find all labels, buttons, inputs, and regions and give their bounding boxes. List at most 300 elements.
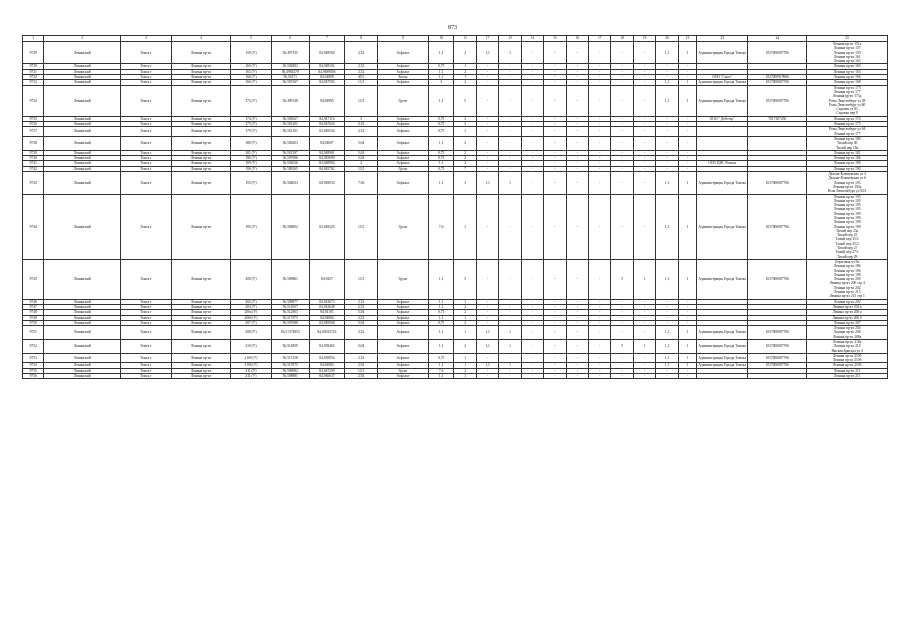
table-cell-n20: - <box>633 299 655 304</box>
address-line: Ленина пр-кт 180 <box>833 136 861 141</box>
table-cell-n17b: - <box>566 299 588 304</box>
table-cell-area: 13,5 <box>345 85 378 116</box>
table-cell-d: Ленинский <box>44 374 121 379</box>
table-cell-n17: 2 <box>454 320 476 325</box>
table-row <box>23 340 888 354</box>
table-cell-lat: 56,508165 <box>271 166 309 171</box>
table-cell-n11: 7,6 <box>428 368 454 373</box>
table-cell-n18: - <box>589 315 611 320</box>
table-cell-n22: 1 <box>678 326 696 340</box>
table-cell-c: Томск г <box>120 320 171 325</box>
table-cell-n19: - <box>611 320 633 325</box>
table-cell-c: Томск г <box>120 69 171 74</box>
table-cell-area: 2,52 <box>345 42 378 64</box>
table-cell-id: 9735 <box>23 116 44 121</box>
table-cell-lon: 84,949033 <box>309 172 345 194</box>
table-cell-cov: Асфальт <box>377 315 428 320</box>
table-cell-ogrn: 1037000087706 <box>748 194 807 259</box>
table-cell-area: 5,04 <box>345 136 378 150</box>
table-cell-n16: - <box>544 75 566 80</box>
table-cell-n22: - <box>678 166 696 171</box>
address-line: Садовая ул 81 <box>836 107 858 112</box>
table-cell-id: 9736 <box>23 122 44 127</box>
table-cell-n14: - <box>499 310 521 315</box>
table-cell-n22: 1 <box>678 172 696 194</box>
table-cell-org <box>697 127 748 137</box>
address-line: Ленина пр-кт 189 <box>833 161 861 166</box>
table-cell-area: 2,52 <box>345 326 378 340</box>
table-cell-s: Ленина пр-кт <box>171 64 230 69</box>
address-line: Ленина пр-кт 175 <box>833 122 861 127</box>
table-cell-n21: - <box>656 374 678 379</box>
table-cell-n21: 1,1 <box>656 85 678 116</box>
table-cell-n17: 1 <box>454 299 476 304</box>
table-cell-area: 13,5 <box>345 368 378 373</box>
table-cell-n18: - <box>589 363 611 368</box>
table-cell-n21: 1,1 <box>656 194 678 259</box>
table-row <box>23 85 888 116</box>
table-cell-n20: - <box>633 69 655 74</box>
table-cell-h: 211 (У) <box>231 374 272 379</box>
table-cell-n14: - <box>499 368 521 373</box>
table-cell-n20: - <box>633 320 655 325</box>
table-cell-s: Ленина пр-кт <box>171 127 230 137</box>
table-cell-n19: - <box>611 353 633 363</box>
table-cell-n19: - <box>611 172 633 194</box>
table-cell-n13: - <box>476 150 498 155</box>
table-cell-n17: 2 <box>454 116 476 121</box>
column-header: 24 <box>748 36 807 42</box>
table-cell-n11: 0,75 <box>428 64 454 69</box>
column-header: 17 <box>589 36 611 42</box>
table-cell-ogrn: 1037000087706 <box>748 172 807 194</box>
table-cell-lat: 56,50171 <box>271 75 309 80</box>
table-cell-id: 9734 <box>23 85 44 116</box>
table-cell-s: Ленина пр-кт <box>171 353 230 363</box>
table-cell-n16: - <box>544 161 566 166</box>
table-cell-h: 193 (У) <box>231 172 272 194</box>
table-cell-d: Ленинский <box>44 368 121 373</box>
table-cell-org: Администрация Города Томска <box>697 326 748 340</box>
table-cell-n18: - <box>589 69 611 74</box>
table-cell-n20: - <box>633 85 655 116</box>
table-cell-n20: - <box>633 315 655 320</box>
table-cell-cov: Асфальт <box>377 127 428 137</box>
column-header: 9 <box>377 36 428 42</box>
address-line: Ленина пр-кт 215 <box>833 290 861 295</box>
table-cell-n22: 1 <box>678 363 696 368</box>
table-cell-h: 163 (У) <box>231 69 272 74</box>
column-header: 25 <box>807 36 888 42</box>
table-cell-org: Администрация Города Томска <box>697 172 748 194</box>
table-cell-n18: - <box>589 320 611 325</box>
table-cell-n19: - <box>611 150 633 155</box>
table-cell-n13: - <box>476 194 498 259</box>
table-cell-area: 2 <box>345 161 378 166</box>
table-cell-h: 189 (У) <box>231 161 272 166</box>
table-cell-n17b: - <box>566 259 588 299</box>
table-cell-lat: 56,507006 <box>271 156 309 161</box>
address-line: Розы Люксембург ул 64 <box>829 127 866 132</box>
address-line: Дальне-Ключевская ул 4 <box>828 172 866 177</box>
table-cell-n20: - <box>633 374 655 379</box>
table-cell-n14: - <box>499 127 521 137</box>
table-cell-d: Ленинский <box>44 161 121 166</box>
table-cell-n17: 1 <box>454 315 476 320</box>
address-line: Ленина пр-кт 207 <box>833 320 861 325</box>
table-cell-s: Ленина пр-кт <box>171 304 230 309</box>
table-cell-n17: 2 <box>454 69 476 74</box>
column-header: 18 <box>611 36 633 42</box>
table-cell-n17: 1 <box>454 75 476 80</box>
table-cell-s: Ленина пр-кт <box>171 340 230 354</box>
table-cell-n17b: - <box>566 310 588 315</box>
table-cell-s: Ленина пр-кт <box>171 310 230 315</box>
table-cell-lat: 56,51374853 <box>271 326 309 340</box>
table-cell-n21: - <box>656 116 678 121</box>
table-cell-n19: - <box>611 127 633 137</box>
table-cell-h: 202 (У) <box>231 299 272 304</box>
table-cell-area: 5,04 <box>345 340 378 354</box>
table-cell-lat: 56,504633 <box>271 172 309 194</box>
table-cell-cov: Асфальт <box>377 116 428 121</box>
table-cell-lon: 84,94809 <box>309 75 345 80</box>
table-cell-n19: - <box>611 374 633 379</box>
table-cell-n15: - <box>521 353 543 363</box>
table-cell-lat: 56,4984378 <box>271 69 309 74</box>
table-cell-n13: - <box>476 353 498 363</box>
table-cell-n21: 1,1 <box>656 340 678 354</box>
table-cell-n17: 2 <box>454 156 476 161</box>
address-line: Ленина пр-кт 163 <box>833 69 861 74</box>
table-cell-n14: - <box>499 80 521 85</box>
address-line: Ленина пр-кт 195 <box>833 198 861 203</box>
table-cell-id: 9752 <box>23 340 44 354</box>
table-cell-n22: - <box>678 310 696 315</box>
table-cell-n20: - <box>633 116 655 121</box>
address-line: Ленина пр-кт 206 б <box>832 315 862 320</box>
table-cell-ogrn: 1037000087706 <box>748 42 807 64</box>
table-cell-n17b: - <box>566 64 588 69</box>
table-cell-c: Томск г <box>120 161 171 166</box>
table-cell-cov: Асфальт <box>377 310 428 315</box>
table-cell-lat: 56,501201 <box>271 127 309 137</box>
table-cell-lat: 56,501397 <box>271 150 309 155</box>
table-cell-id: 9750 <box>23 320 44 325</box>
table-cell-n14: - <box>499 85 521 116</box>
column-header: 23 <box>697 36 748 42</box>
table-cell-n15: - <box>521 85 543 116</box>
table-cell-n20: - <box>633 136 655 150</box>
address-line: Ленина пр-кт 208 <box>833 330 861 335</box>
table-cell-n16: - <box>544 363 566 368</box>
table-cell-d: Ленинский <box>44 353 121 363</box>
table-cell-n18: - <box>589 304 611 309</box>
table-cell-n17: 3 <box>454 172 476 194</box>
table-cell-area: 5,04 <box>345 310 378 315</box>
table-cell-n20: 1 <box>633 259 655 299</box>
table-cell-n20: - <box>633 368 655 373</box>
table-cell-lat: 56,514859 <box>271 340 309 354</box>
table-cell-n22: - <box>678 75 696 80</box>
table-cell-lat: 56,517975 <box>271 315 309 320</box>
table-cell-n20: - <box>633 150 655 155</box>
table-cell-n18: - <box>589 340 611 354</box>
address-line: Тихий пер 25/2 <box>835 241 859 246</box>
table-cell-lat: 56,511007 <box>271 304 309 309</box>
table-cell-c: Томск г <box>120 42 171 64</box>
table-cell-n17: 1 <box>454 363 476 368</box>
table-cell-addresses <box>807 259 888 299</box>
table-cell-n17: 1 <box>454 374 476 379</box>
table-cell-lon: 84,94105 <box>309 310 345 315</box>
table-cell-n16: - <box>544 194 566 259</box>
table-cell-n13: 1,1 <box>476 363 498 368</box>
table-cell-n17: 2 <box>454 304 476 309</box>
table-cell-s: Ленина пр-кт <box>171 326 230 340</box>
table-cell-n20: - <box>633 194 655 259</box>
registry-table <box>22 35 888 379</box>
table-cell-n11: 0,75 <box>428 310 454 315</box>
table-cell-area: 2,92 <box>345 363 378 368</box>
table-cell-n21: 1,1 <box>656 326 678 340</box>
table-cell-lat: 56,515158 <box>271 353 309 363</box>
table-cell-c: Томск г <box>120 116 171 121</box>
column-header: 15 <box>544 36 566 42</box>
table-cell-id: 9756 <box>23 374 44 379</box>
table-cell-s: Ленина пр-кт <box>171 85 230 116</box>
table-cell-id: 9747 <box>23 304 44 309</box>
table-cell-n15: - <box>521 127 543 137</box>
table-cell-s: Ленина пр-кт <box>171 161 230 166</box>
table-cell-n20: - <box>633 64 655 69</box>
table-cell-area: 13,5 <box>345 194 378 259</box>
table-cell-n11: 0,75 <box>428 150 454 155</box>
table-cell-n15: - <box>521 42 543 64</box>
address-line: Ленина пр-кт 204 к <box>832 304 862 309</box>
column-header: 13 <box>499 36 521 42</box>
table-cell-lat: 56,506852 <box>271 194 309 259</box>
table-cell-n11: 1,1 <box>428 299 454 304</box>
table-cell-s: Ленина пр-кт <box>171 299 230 304</box>
table-cell-d: Ленинский <box>44 259 121 299</box>
table-row <box>23 172 888 194</box>
table-cell-area: 5,04 <box>345 320 378 325</box>
table-cell-n15: - <box>521 122 543 127</box>
table-cell-d: Ленинский <box>44 363 121 368</box>
table-cell-n13: - <box>476 156 498 161</box>
table-cell-n19: 5 <box>611 340 633 354</box>
table-cell-n20: - <box>633 80 655 85</box>
table-cell-cov: Асфальт <box>377 353 428 363</box>
table-cell-d: Ленинский <box>44 194 121 259</box>
table-cell-n18: - <box>589 80 611 85</box>
table-cell-n19: - <box>611 363 633 368</box>
table-cell-n18: - <box>589 310 611 315</box>
table-cell-area: 2,16 <box>345 122 378 127</box>
table-cell-ogrn <box>748 374 807 379</box>
table-cell-lat: 56,497155 <box>271 42 309 64</box>
table-cell-n19: - <box>611 166 633 171</box>
table-cell-n22: - <box>678 161 696 166</box>
table-cell-h: 186 (У) <box>231 156 272 161</box>
table-cell-n21: - <box>656 315 678 320</box>
table-cell-n19: - <box>611 310 633 315</box>
table-cell-n11: 1,1 <box>428 315 454 320</box>
table-cell-n17b: - <box>566 75 588 80</box>
table-cell-n20: - <box>633 75 655 80</box>
table-cell-lon: 84,948102 <box>309 64 345 69</box>
table-cell-n14: 1 <box>499 340 521 354</box>
address-line: Береговая ул 9а <box>835 259 860 264</box>
address-line: Тихий пер 27 <box>836 246 858 251</box>
table-cell-s: Ленина пр-кт <box>171 166 230 171</box>
table-cell-n13: - <box>476 122 498 127</box>
table-cell-n20: - <box>633 363 655 368</box>
table-cell-n17: 2 <box>454 161 476 166</box>
table-cell-n16: - <box>544 374 566 379</box>
table-cell-lat: 56,505027 <box>271 116 309 121</box>
table-cell-n17b: - <box>566 340 588 354</box>
table-cell-n16: - <box>544 368 566 373</box>
address-line: Ленина пр-кт 175 <box>833 85 861 90</box>
table-cell-area: 2,52 <box>345 69 378 74</box>
table-cell-d: Ленинский <box>44 122 121 127</box>
table-cell-lon: 84,9489056 <box>309 69 345 74</box>
table-cell-n16: - <box>544 353 566 363</box>
address-line: Ленина пр-кт 159 <box>833 50 861 55</box>
table-cell-n17: 2 <box>454 122 476 127</box>
table-cell-n11: 3 <box>428 80 454 85</box>
table-cell-n11: 1,1 <box>428 172 454 194</box>
column-header: 5 <box>231 36 272 42</box>
table-cell-cov: Асфальт <box>377 320 428 325</box>
table-row <box>23 259 888 299</box>
table-cell-addresses <box>807 326 888 340</box>
table-cell-n21: - <box>656 69 678 74</box>
table-cell-id: 9746 <box>23 299 44 304</box>
table-cell-n18: - <box>589 75 611 80</box>
table-cell-id: 9739 <box>23 150 44 155</box>
table-cell-d: Ленинский <box>44 326 121 340</box>
table-cell-n13: - <box>476 69 498 74</box>
table-cell-n14: - <box>499 156 521 161</box>
table-cell-n11: 1,1 <box>428 69 454 74</box>
table-cell-n17b: - <box>566 368 588 373</box>
table-cell-lat: 56,509082 <box>271 368 309 373</box>
table-cell-n13: - <box>476 136 498 150</box>
table-cell-n15: - <box>521 315 543 320</box>
table-cell-addresses <box>807 374 888 379</box>
address-line: Ленина пр-кт 160 <box>833 64 861 69</box>
table-cell-c: Томск г <box>120 122 171 127</box>
table-cell-n15: - <box>521 64 543 69</box>
table-cell-cov: Асфальт <box>377 326 428 340</box>
column-header: 1 <box>23 36 44 42</box>
table-cell-n11: 1,1 <box>428 374 454 379</box>
table-cell-h: 195 (У) <box>231 194 272 259</box>
table-cell-lat: 56,502893 <box>271 64 309 69</box>
table-cell-org: ООО " Дебстер" <box>697 116 748 121</box>
table-cell-cov: Асфальт <box>377 299 428 304</box>
table-cell-s: Ленина пр-кт <box>171 116 230 121</box>
table-cell-n14: 1 <box>499 172 521 194</box>
table-cell-n13: - <box>476 161 498 166</box>
table-cell-n14: 1 <box>499 42 521 64</box>
table-cell-n22: - <box>678 320 696 325</box>
table-cell-n17b: - <box>566 122 588 127</box>
table-cell-ogrn: 1037000087706 <box>748 340 807 354</box>
table-cell-n19: - <box>611 85 633 116</box>
address-line: Ленина пр-кт 210б <box>832 363 862 368</box>
table-cell-n15: - <box>521 75 543 80</box>
column-header: 11 <box>454 36 476 42</box>
address-line: Ленина пр-кт 166 <box>833 75 861 80</box>
table-cell-id: 9730 <box>23 64 44 69</box>
table-cell-n11: 0,75 <box>428 166 454 171</box>
table-cell-id: 9755 <box>23 368 44 373</box>
table-cell-org: ООО ЦНС Регион <box>697 161 748 166</box>
table-cell-n19: - <box>611 69 633 74</box>
column-header: 6 <box>271 36 309 42</box>
table-cell-h: 166 (У) <box>231 75 272 80</box>
address-line: Тихий пер 30 <box>836 141 858 146</box>
table-cell-n18: - <box>589 299 611 304</box>
table-cell-n13: 1,1 <box>476 172 498 194</box>
table-cell-n17b: - <box>566 194 588 259</box>
table-cell-id: 9749 <box>23 315 44 320</box>
table-cell-n20: - <box>633 353 655 363</box>
column-header: 14 <box>521 36 543 42</box>
table-cell-n13: - <box>476 166 498 171</box>
table-cell-d: Ленинский <box>44 304 121 309</box>
table-cell-lon: 84,949568 <box>309 320 345 325</box>
table-cell-c: Томск г <box>120 363 171 368</box>
table-cell-n17: 5 <box>454 85 476 116</box>
table-cell-n21: 1,1 <box>656 259 678 299</box>
table-cell-n17b: - <box>566 161 588 166</box>
table-cell-n14: - <box>499 136 521 150</box>
table-cell-s: Ленина пр-кт <box>171 320 230 325</box>
table-cell-n14: - <box>499 75 521 80</box>
table-cell-id: 9733 <box>23 80 44 85</box>
table-cell-n16: - <box>544 340 566 354</box>
column-header: 8 <box>345 36 378 42</box>
table-cell-n21: 1,1 <box>656 42 678 64</box>
table-cell-n21: - <box>656 166 678 171</box>
table-cell-n18: - <box>589 194 611 259</box>
table-cell-area: 5 <box>345 116 378 121</box>
table-cell-n11: 1,1 <box>428 161 454 166</box>
table-cell-n11: 1,1 <box>428 326 454 340</box>
table-cell-n13: - <box>476 368 498 373</box>
table-cell-h: 190 (У) <box>231 166 272 171</box>
table-cell-h: 175 (У) <box>231 122 272 127</box>
table-cell-n21: - <box>656 156 678 161</box>
table-cell-n15: - <box>521 156 543 161</box>
table-cell-n17b: - <box>566 374 588 379</box>
table-cell-n20: - <box>633 122 655 127</box>
table-cell-n22: - <box>678 156 696 161</box>
table-cell-n14: - <box>499 374 521 379</box>
table-cell-n17b: - <box>566 353 588 363</box>
address-line: Ленина пр-кт 151а <box>832 42 862 46</box>
table-cell-n22: 1 <box>678 259 696 299</box>
table-cell-n15: - <box>521 150 543 155</box>
table-cell-n16: - <box>544 42 566 64</box>
table-cell-n13: - <box>476 80 498 85</box>
table-cell-n22: 1 <box>678 194 696 259</box>
